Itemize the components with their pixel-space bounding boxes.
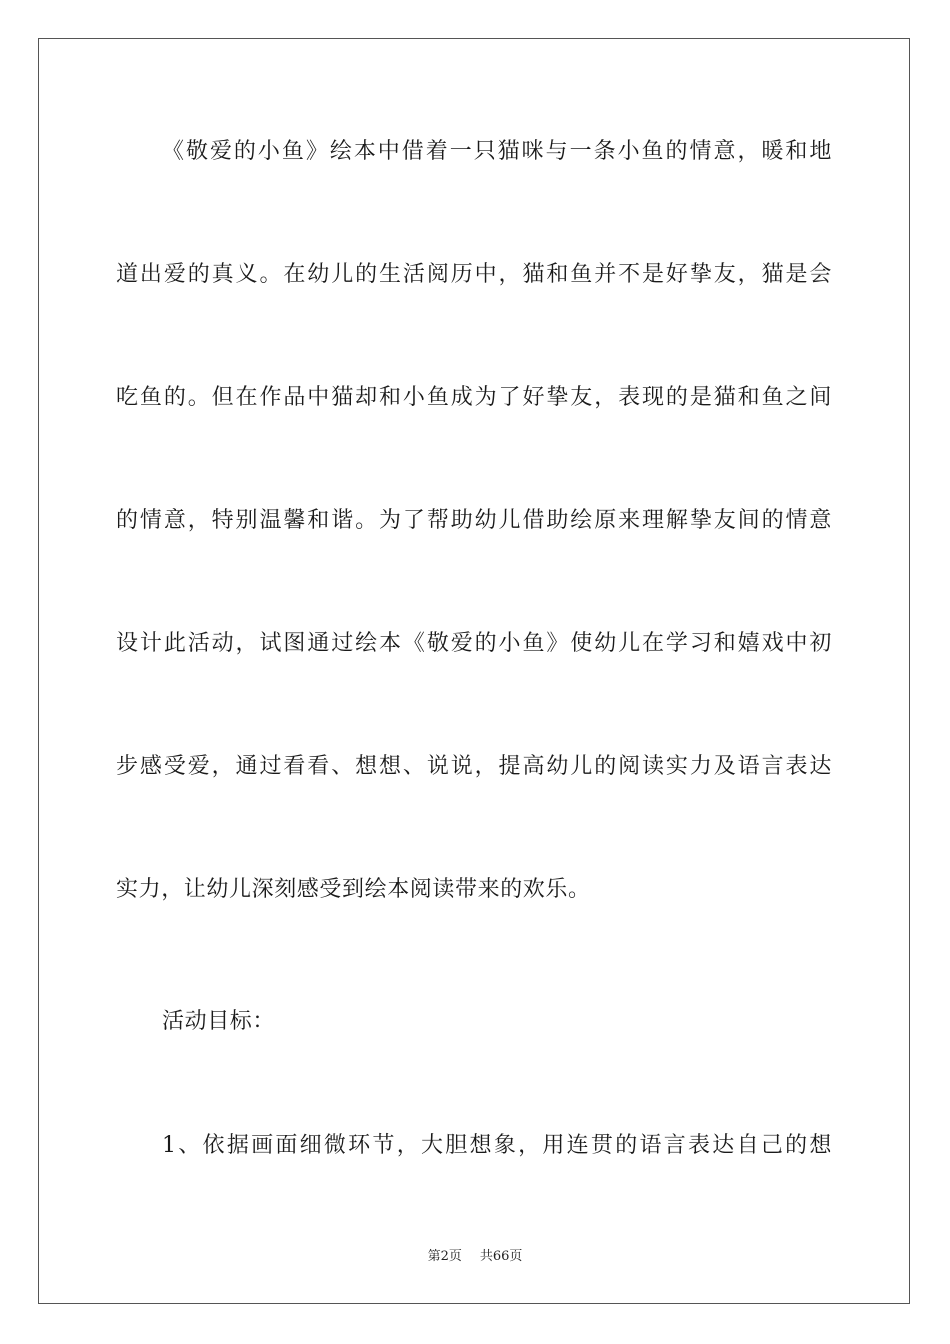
page-total: 共66页 — [479, 1249, 523, 1264]
section-heading-goals: 活动目标： — [162, 1009, 276, 1034]
page-number: 第2页 — [427, 1249, 462, 1264]
page-border — [38, 38, 910, 1304]
paragraph-line-7: 实力，让幼儿深刻感受到绘本阅读带来的欢乐。 — [116, 877, 591, 902]
goal-item-1-line-1: 1、依据画面细微环节，大胆想象，用连贯的语言表达自己的想 — [162, 1133, 832, 1158]
paragraph-line-6: 步感受爱，通过看看、想想、说说，提高幼儿的阅读实力及语言表达 — [116, 754, 832, 779]
paragraph-line-4: 的情意，特别温馨和谐。为了帮助幼儿借助绘原来理解挚友间的情意 — [116, 508, 832, 533]
paragraph-line-5: 设计此活动，试图通过绘本《敬爱的小鱼》使幼儿在学习和嬉戏中初 — [116, 631, 832, 656]
paragraph-line-3: 吃鱼的。但在作品中猫却和小鱼成为了好挚友，表现的是猫和鱼之间 — [116, 385, 832, 410]
page-footer — [0, 1248, 950, 1266]
paragraph-line-2: 道出爱的真义。在幼儿的生活阅历中，猫和鱼并不是好挚友，猫是会 — [116, 262, 832, 287]
paragraph-line-1: 《敬爱的小鱼》绘本中借着一只猫咪与一条小鱼的情意，暖和地 — [162, 139, 832, 164]
